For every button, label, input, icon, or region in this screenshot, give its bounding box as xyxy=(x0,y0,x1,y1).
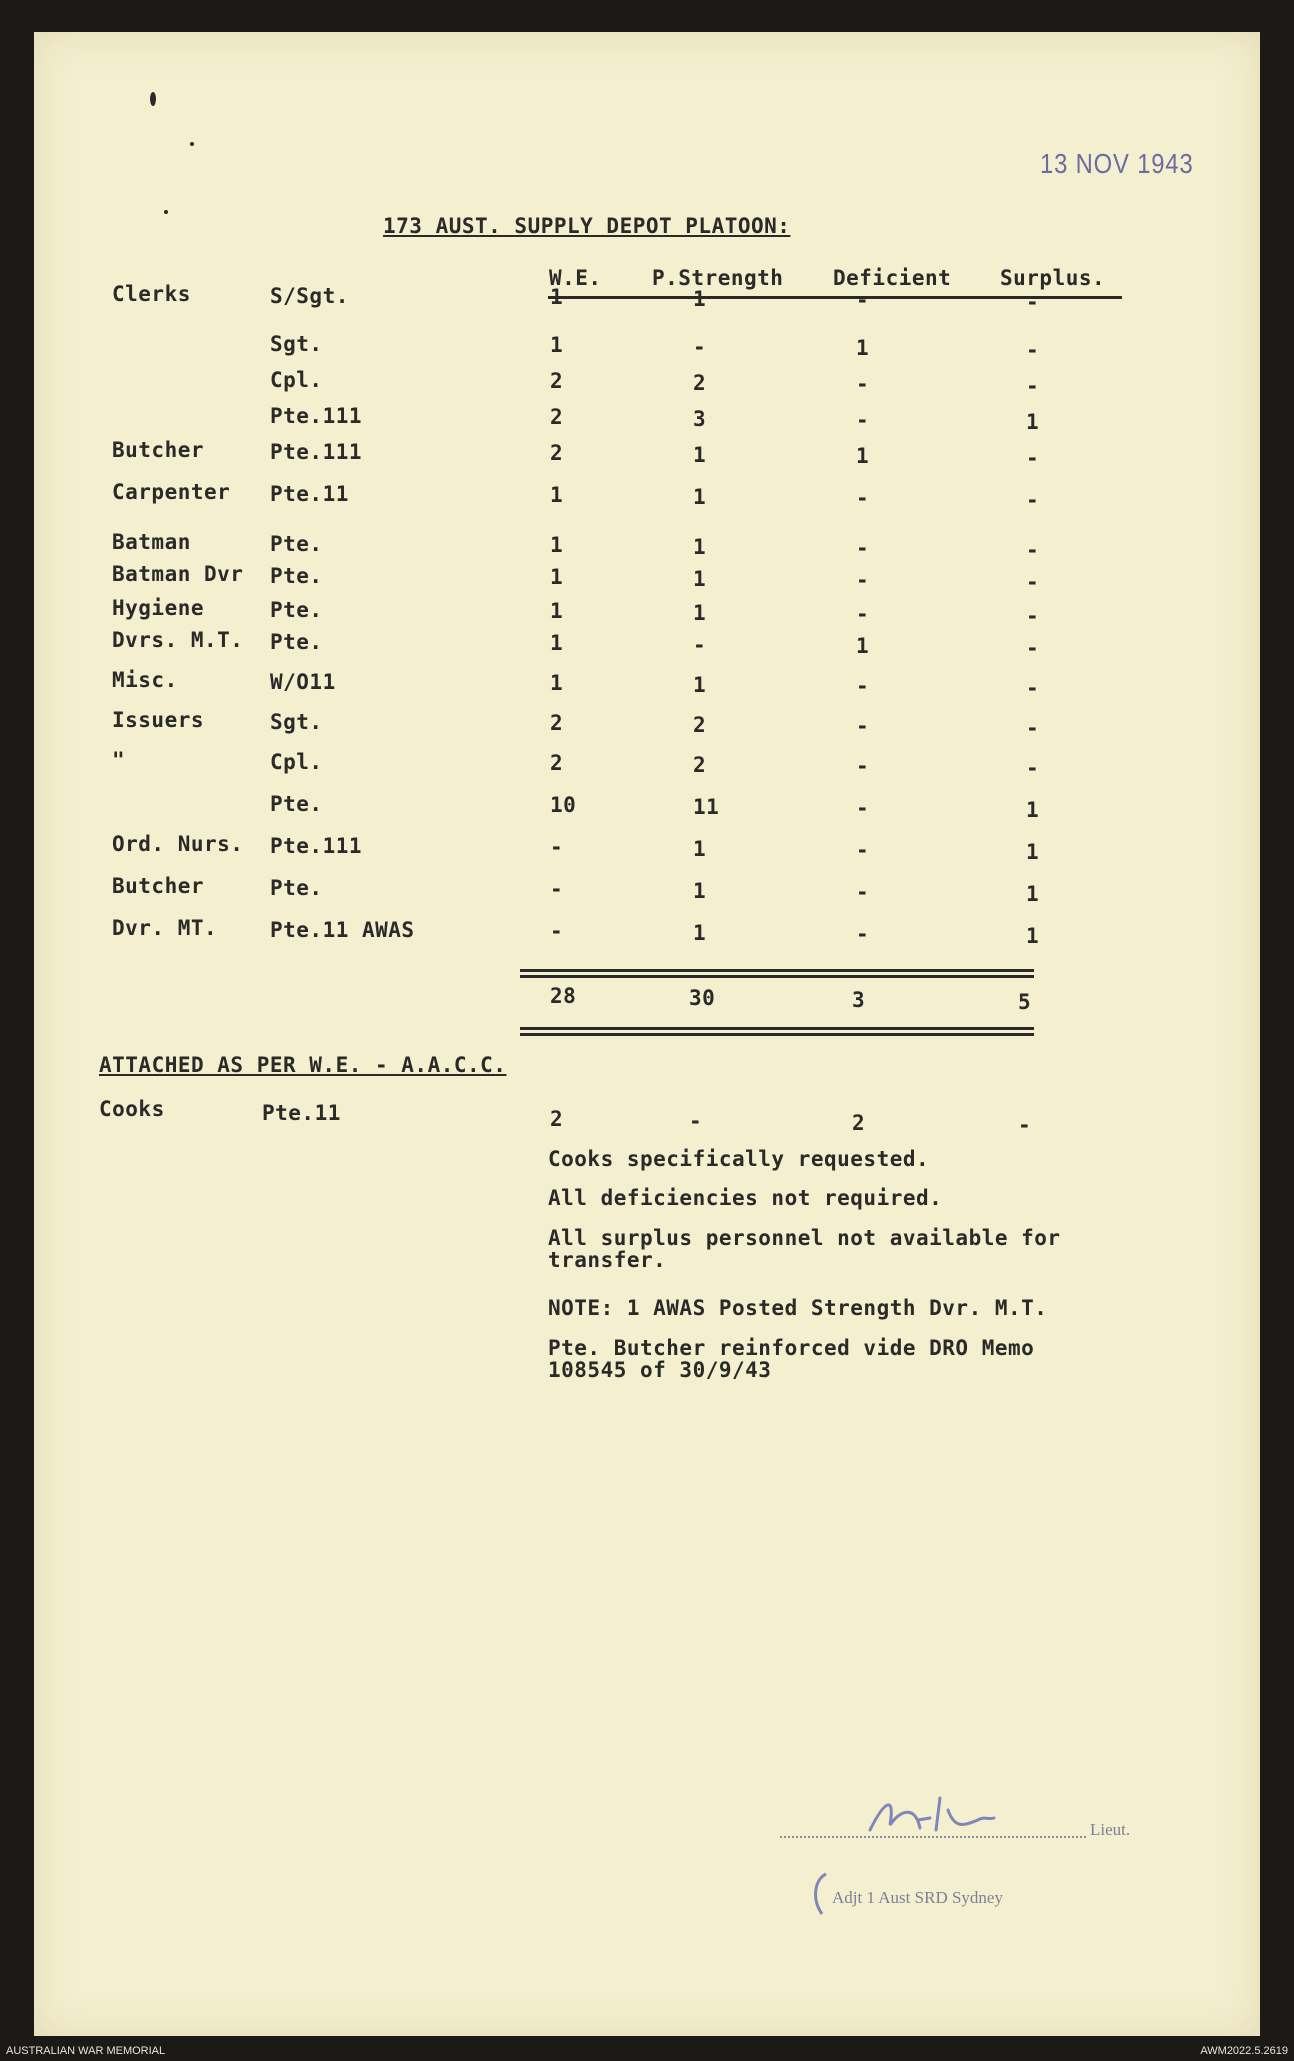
totals-rule-bottom xyxy=(520,1027,1034,1030)
total-we: 28 xyxy=(550,984,577,1008)
row-deficient: - xyxy=(856,568,870,592)
col-header-surplus: Surplus. xyxy=(1000,266,1106,290)
row-rank: Pte.11 xyxy=(270,481,349,506)
row-surplus: - xyxy=(1026,755,1040,780)
row-rank: S/Sgt. xyxy=(270,283,349,308)
row-surplus: - xyxy=(1026,445,1040,470)
note-memo: 108545 of 30/9/43 xyxy=(548,1358,772,1382)
row-rank: Pte.11 AWAS xyxy=(270,917,415,942)
row-surplus: - xyxy=(1026,569,1040,594)
row-we: 1 xyxy=(550,333,564,357)
row-we: - xyxy=(550,877,564,901)
row-rank: Cpl. xyxy=(270,749,323,774)
row-deficient: - xyxy=(856,714,870,738)
attached-surplus: - xyxy=(1018,1113,1032,1137)
row-deficient: 1 xyxy=(856,634,870,658)
col-header-deficient: Deficient xyxy=(833,266,952,290)
row-surplus: 1 xyxy=(1026,409,1040,434)
row-we: 1 xyxy=(550,565,564,589)
row-we: 1 xyxy=(550,631,564,655)
ink-mark xyxy=(150,92,156,106)
signature-lieut: Lieut. xyxy=(1090,1820,1131,1839)
row-role: Batman Dvr xyxy=(112,562,244,586)
footer-reference: AWM2022.5.2619 xyxy=(1200,2045,1288,2057)
row-rank: Pte. xyxy=(270,791,323,816)
row-deficient: - xyxy=(856,796,870,820)
total-surplus: 5 xyxy=(1018,990,1032,1014)
attached-rank: Pte.11 xyxy=(262,1101,341,1125)
row-role: Ord. Nurs. xyxy=(112,832,244,856)
row-role: " xyxy=(112,748,126,772)
row-strength: 1 xyxy=(693,672,707,697)
row-surplus: - xyxy=(1026,715,1040,740)
row-strength: 1 xyxy=(693,920,707,945)
ink-mark xyxy=(164,210,168,214)
row-we: 1 xyxy=(550,533,564,557)
row-deficient: - xyxy=(856,408,870,432)
col-header-strength: P.Strength xyxy=(652,266,784,290)
row-surplus: 1 xyxy=(1026,923,1040,948)
row-role: Dvr. MT. xyxy=(112,916,218,940)
row-deficient: - xyxy=(856,880,870,904)
row-strength: 1 xyxy=(693,286,707,311)
row-we: 1 xyxy=(550,483,564,507)
row-we: 2 xyxy=(550,711,564,735)
row-rank: Pte. xyxy=(270,531,323,556)
row-strength: 1 xyxy=(693,836,707,861)
bracket-mark xyxy=(808,1870,832,1918)
row-surplus: - xyxy=(1026,537,1040,562)
row-we: 2 xyxy=(550,441,564,465)
row-we: 1 xyxy=(550,671,564,695)
archive-footer xyxy=(0,2045,1294,2061)
row-role: Carpenter xyxy=(112,480,231,504)
row-deficient: - xyxy=(856,372,870,396)
row-deficient: - xyxy=(856,922,870,946)
row-deficient: - xyxy=(856,486,870,510)
row-rank: W/O11 xyxy=(270,669,336,694)
row-role: Hygiene xyxy=(112,596,205,620)
row-rank: Pte.111 xyxy=(270,403,363,428)
note-deficiencies: All deficiencies not required. xyxy=(548,1186,943,1210)
note-butcher: Pte. Butcher reinforced vide DRO Memo xyxy=(548,1336,1035,1360)
row-surplus: - xyxy=(1026,337,1040,362)
row-strength: 2 xyxy=(693,752,707,777)
row-surplus: - xyxy=(1026,373,1040,398)
attached-role: Cooks xyxy=(99,1097,165,1121)
row-we: - xyxy=(550,919,564,943)
row-role: Clerks xyxy=(112,282,191,306)
col-header-we: W.E. xyxy=(549,266,602,290)
ink-mark xyxy=(190,142,194,146)
row-rank: Pte. xyxy=(270,875,323,900)
row-strength: 1 xyxy=(693,878,707,903)
row-rank: Pte. xyxy=(270,563,323,588)
row-deficient: - xyxy=(856,674,870,698)
row-strength: 1 xyxy=(693,442,707,467)
row-surplus: - xyxy=(1026,635,1040,660)
signature-line xyxy=(780,1836,1086,1838)
row-deficient: - xyxy=(856,602,870,626)
row-we: 1 xyxy=(550,285,564,309)
row-rank: Pte.111 xyxy=(270,833,363,858)
row-role: Batman xyxy=(112,530,191,554)
row-surplus: - xyxy=(1026,675,1040,700)
row-we: 2 xyxy=(550,751,564,775)
row-surplus: - xyxy=(1026,289,1040,314)
row-strength: 2 xyxy=(693,712,707,737)
row-role: Misc. xyxy=(112,668,178,692)
attached-we: 2 xyxy=(550,1107,564,1131)
row-rank: Pte. xyxy=(270,629,323,654)
row-deficient: 1 xyxy=(856,336,870,360)
row-surplus: 1 xyxy=(1026,797,1040,822)
note-surplus-cont: transfer. xyxy=(548,1248,667,1272)
row-role: Butcher xyxy=(112,874,205,898)
attached-deficient: 2 xyxy=(852,1111,866,1135)
row-strength: 1 xyxy=(693,566,707,591)
row-surplus: - xyxy=(1026,603,1040,628)
totals-rule-top-2 xyxy=(520,975,1034,978)
row-deficient: - xyxy=(856,536,870,560)
signature-scribble xyxy=(860,1790,1010,1840)
row-strength: 1 xyxy=(693,600,707,625)
note-cooks: Cooks specifically requested. xyxy=(548,1147,930,1171)
totals-rule-bottom-2 xyxy=(520,1033,1034,1036)
row-strength: 3 xyxy=(693,406,707,431)
row-surplus: 1 xyxy=(1026,881,1040,906)
row-strength: 11 xyxy=(693,794,720,819)
row-rank: Sgt. xyxy=(270,331,323,356)
attached-strength: - xyxy=(689,1109,703,1133)
row-rank: Pte. xyxy=(270,597,323,622)
row-deficient: 1 xyxy=(856,444,870,468)
row-role: Butcher xyxy=(112,438,205,462)
row-deficient: - xyxy=(856,838,870,862)
row-role: Dvrs. M.T. xyxy=(112,628,244,652)
row-rank: Sgt. xyxy=(270,709,323,734)
row-we: 2 xyxy=(550,405,564,429)
row-strength: 2 xyxy=(693,370,707,395)
row-deficient: - xyxy=(856,288,870,312)
note-awas: NOTE: 1 AWAS Posted Strength Dvr. M.T. xyxy=(548,1296,1048,1320)
document-title: 173 AUST. SUPPLY DEPOT PLATOON: xyxy=(383,214,791,238)
row-rank: Pte.111 xyxy=(270,439,363,464)
date-stamp: 13 NOV 1943 xyxy=(1040,148,1194,179)
row-strength: 1 xyxy=(693,534,707,559)
row-surplus: - xyxy=(1026,487,1040,512)
row-we: 1 xyxy=(550,599,564,623)
total-strength: 30 xyxy=(689,986,716,1010)
totals-rule-top xyxy=(520,969,1034,972)
signature-adjt: Adjt 1 Aust SRD Sydney xyxy=(832,1888,1003,1907)
row-strength: 1 xyxy=(693,484,707,509)
row-role: Issuers xyxy=(112,708,205,732)
row-rank: Cpl. xyxy=(270,367,323,392)
row-we: - xyxy=(550,835,564,859)
attached-heading: ATTACHED AS PER W.E. - A.A.C.C. xyxy=(99,1053,507,1077)
footer-institution: AUSTRALIAN WAR MEMORIAL xyxy=(6,2045,166,2057)
row-strength: - xyxy=(693,632,707,657)
note-surplus: All surplus personnel not available for xyxy=(548,1226,1061,1250)
row-we: 2 xyxy=(550,369,564,393)
row-we: 10 xyxy=(550,793,577,817)
row-deficient: - xyxy=(856,754,870,778)
total-deficient: 3 xyxy=(852,988,866,1012)
row-strength: - xyxy=(693,334,707,359)
row-surplus: 1 xyxy=(1026,839,1040,864)
